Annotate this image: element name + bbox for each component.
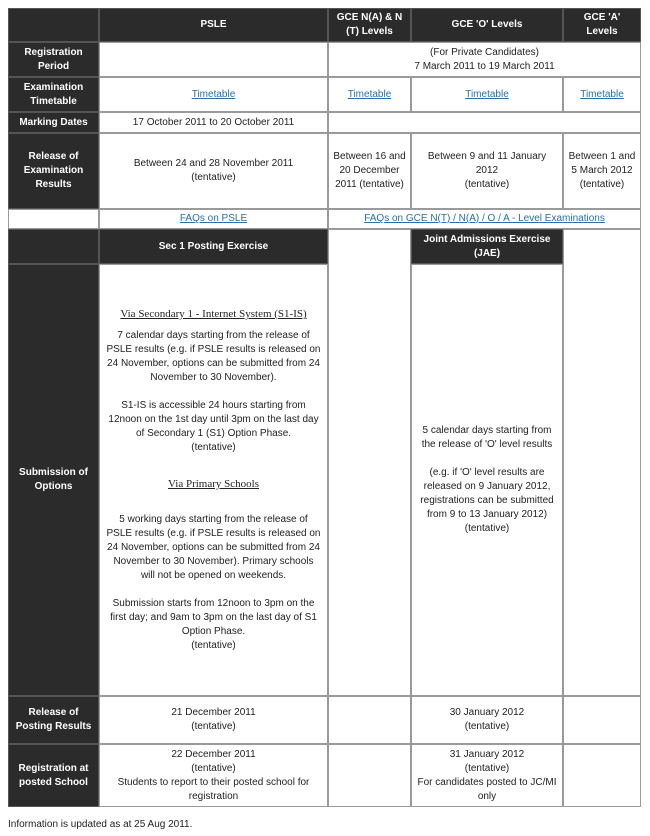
- row-label-registration-period: Registration Period: [8, 42, 99, 77]
- registration-psle-empty: [99, 42, 328, 77]
- header-gce-o: GCE 'O' Levels: [411, 8, 563, 42]
- row-label-release-results: Release of Examination Results: [8, 133, 99, 209]
- exercise-na-empty: [328, 229, 411, 264]
- registration-gce-line1: (For Private Candidates): [430, 46, 539, 58]
- registration-school-jae-date: 31 January 2012: [449, 748, 525, 760]
- header-psle: PSLE: [99, 8, 328, 42]
- sec1-posting-header: Sec 1 Posting Exercise: [99, 229, 328, 264]
- faqs-gce-cell: [328, 209, 641, 229]
- primary-tentative: (tentative): [191, 640, 236, 651]
- registration-school-jae-note: For candidates posted to JC/MI only: [417, 776, 557, 802]
- header-gce-a: GCE 'A' Levels: [563, 8, 641, 42]
- faqs-label-empty: [8, 209, 99, 229]
- timetable-na-link[interactable]: Timetable: [347, 88, 392, 100]
- s1is-paragraph-2: S1-IS is accessible 24 hours starting from 12noon on the 1st day until 3pm on the last day of Secondary 1 (S1) Option Phase.: [108, 400, 319, 439]
- release-o: [411, 133, 563, 209]
- s1is-paragraph-1: 7 calendar days starting from the release of PSLE results (e.g. if PSLE results is released on 24 November, options can be submitted from 24 November to 30 November).: [106, 330, 321, 383]
- posting-jae-tentative: (tentative): [464, 721, 510, 732]
- primary-paragraph-1: 5 working days starting from the release of PSLE results (e.g. if PSLE results is released on 24 November, options can be submitted from 24 November to 30 November). Primary schools will not be opened on weekends.: [106, 514, 321, 581]
- timetable-a-link[interactable]: Timetable: [580, 88, 624, 100]
- header-corner: [8, 8, 99, 42]
- release-o-tentative: (tentative): [464, 179, 510, 190]
- s1is-heading: Via Secondary 1 - Internet System (S1-IS): [120, 308, 307, 320]
- faqs-psle-cell: [99, 209, 328, 229]
- timetable-psle-link[interactable]: Timetable: [191, 88, 236, 100]
- submission-a-empty: [563, 264, 641, 696]
- release-psle-tentative: (tentative): [191, 172, 236, 183]
- posting-na-empty: [328, 696, 411, 744]
- posting-psle-tentative: (tentative): [191, 721, 236, 732]
- registration-school-jae-tentative: (tentative): [464, 762, 510, 774]
- registration-gce-cell: [328, 42, 641, 77]
- timetable-na-cell: [328, 77, 411, 112]
- marking-gce-empty: [328, 112, 641, 133]
- timetable-o-link[interactable]: Timetable: [465, 88, 509, 100]
- header-gce-na-nt: GCE N(A) & N (T) Levels: [328, 8, 411, 42]
- row-label-submission: Submission of Options: [8, 264, 99, 696]
- faqs-psle-link[interactable]: FAQs on PSLE: [179, 213, 248, 224]
- posting-jae: [411, 696, 563, 744]
- marking-psle: 17 October 2011 to 20 October 2011: [99, 112, 328, 133]
- submission-psle: [99, 264, 328, 696]
- posting-jae-date: 30 January 2012: [449, 707, 525, 718]
- exercise-label-corner: [8, 229, 99, 264]
- release-o-dates: Between 9 and 11 January 2012: [427, 151, 547, 176]
- timetable-a-cell: [563, 77, 641, 112]
- exam-schedule-table: [8, 8, 641, 807]
- row-label-marking-dates: Marking Dates: [8, 112, 99, 133]
- posting-a-empty: [563, 696, 641, 744]
- registration-school-psle-date: 22 December 2011: [171, 748, 256, 760]
- faqs-gce-link[interactable]: FAQs on GCE N(T) / N(A) / O / A - Level Examinations: [364, 213, 605, 224]
- timetable-psle-cell: [99, 77, 328, 112]
- jae-header: Joint Admissions Exercise (JAE): [411, 229, 563, 264]
- jae-paragraph-2: (e.g. if 'O' level results are released on 9 January 2012, registrations can be submitted from 9 to 13 January 2012): [420, 467, 554, 520]
- release-na: Between 16 and 20 December 2011 (tentative): [328, 133, 411, 209]
- registration-school-jae: [411, 744, 563, 807]
- row-label-registration-school: Registration at posted School: [8, 744, 99, 807]
- registration-school-psle-note: Students to report to their posted school for registration: [117, 776, 310, 802]
- update-note: Information is updated as at 25 Aug 2011.: [8, 819, 193, 830]
- registration-gce-line2: 7 March 2011 to 19 March 2011: [414, 60, 555, 72]
- row-label-exam-timetable: Examination Timetable: [8, 77, 99, 112]
- jae-tentative: (tentative): [464, 523, 510, 534]
- submission-jae: [411, 264, 563, 696]
- primary-paragraph-2: Submission starts from 12noon to 3pm on the first day; and 9am to 3pm on the last day of S1 Option Phase.: [110, 598, 317, 637]
- jae-paragraph-1: 5 calendar days starting from the release of 'O' level results: [421, 425, 553, 450]
- posting-psle: [99, 696, 328, 744]
- release-psle: [99, 133, 328, 209]
- row-label-posting-results: Release of Posting Results: [8, 696, 99, 744]
- exercise-a-empty: [563, 229, 641, 264]
- registration-school-psle-tentative: (tentative): [191, 762, 236, 774]
- registration-school-na-empty: [328, 744, 411, 807]
- registration-school-a-empty: [563, 744, 641, 807]
- s1is-tentative: (tentative): [191, 442, 236, 453]
- timetable-o-cell: [411, 77, 563, 112]
- release-psle-dates: Between 24 and 28 November 2011: [133, 158, 294, 169]
- submission-na-empty: [328, 264, 411, 696]
- primary-heading: Via Primary Schools: [168, 478, 259, 490]
- release-a: Between 1 and 5 March 2012 (tentative): [563, 133, 641, 209]
- posting-psle-date: 21 December 2011: [171, 707, 256, 718]
- registration-school-psle: [99, 744, 328, 807]
